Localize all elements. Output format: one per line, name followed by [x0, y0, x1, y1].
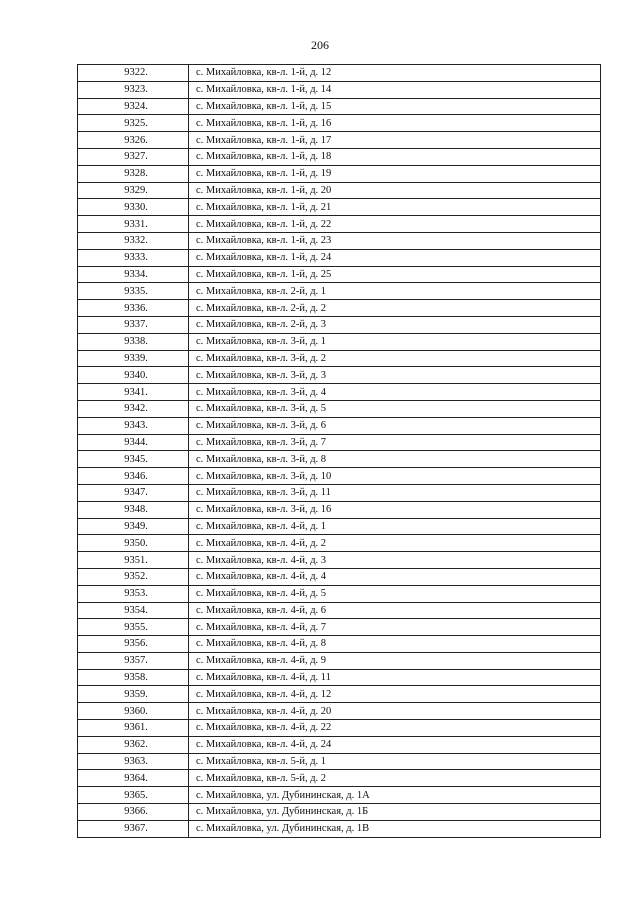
- row-address: с. Михайловка, кв-л. 1-й, д. 21: [189, 199, 601, 216]
- table-row: [78, 535, 601, 552]
- row-number: 9365.: [78, 787, 189, 804]
- table-row: [78, 266, 601, 283]
- table-row: [78, 753, 601, 770]
- table-row: [78, 216, 601, 233]
- row-number: 9329.: [78, 182, 189, 199]
- table-row: [78, 619, 601, 636]
- table-row: [78, 552, 601, 569]
- table-row: [78, 518, 601, 535]
- row-address: с. Михайловка, кв-л. 4-й, д. 3: [189, 552, 601, 569]
- row-address: с. Михайловка, кв-л. 4-й, д. 8: [189, 636, 601, 653]
- row-address: с. Михайловка, ул. Дубининская, д. 1А: [189, 787, 601, 804]
- row-number: 9362.: [78, 736, 189, 753]
- row-address: с. Михайловка, ул. Дубининская, д. 1Б: [189, 804, 601, 821]
- row-address: с. Михайловка, кв-л. 3-й, д. 7: [189, 434, 601, 451]
- table-row: [78, 568, 601, 585]
- row-number: 9358.: [78, 669, 189, 686]
- row-address: с. Михайловка, кв-л. 3-й, д. 10: [189, 468, 601, 485]
- row-number: 9325.: [78, 115, 189, 132]
- row-number: 9323.: [78, 81, 189, 98]
- row-number: 9347.: [78, 484, 189, 501]
- table-row: [78, 484, 601, 501]
- table-row: [78, 501, 601, 518]
- row-number: 9343.: [78, 417, 189, 434]
- row-number: 9349.: [78, 518, 189, 535]
- row-address: с. Михайловка, кв-л. 4-й, д. 2: [189, 535, 601, 552]
- address-table: [77, 64, 601, 838]
- row-address: с. Михайловка, кв-л. 3-й, д. 6: [189, 417, 601, 434]
- table-row: [78, 804, 601, 821]
- row-number: 9340.: [78, 367, 189, 384]
- row-address: с. Михайловка, кв-л. 3-й, д. 16: [189, 501, 601, 518]
- table-row: [78, 199, 601, 216]
- table-row: [78, 98, 601, 115]
- row-number: 9351.: [78, 552, 189, 569]
- row-address: с. Михайловка, кв-л. 2-й, д. 1: [189, 283, 601, 300]
- table-row: [78, 232, 601, 249]
- row-address: с. Михайловка, кв-л. 5-й, д. 2: [189, 770, 601, 787]
- row-address: с. Михайловка, кв-л. 4-й, д. 24: [189, 736, 601, 753]
- row-number: 9330.: [78, 199, 189, 216]
- row-address: с. Михайловка, кв-л. 4-й, д. 1: [189, 518, 601, 535]
- row-address: с. Михайловка, кв-л. 3-й, д. 11: [189, 484, 601, 501]
- row-number: 9324.: [78, 98, 189, 115]
- table-row: [78, 350, 601, 367]
- row-number: 9354.: [78, 602, 189, 619]
- table-row: [78, 165, 601, 182]
- row-address: с. Михайловка, кв-л. 1-й, д. 14: [189, 81, 601, 98]
- row-address: с. Михайловка, кв-л. 3-й, д. 5: [189, 400, 601, 417]
- row-number: 9328.: [78, 165, 189, 182]
- row-address: с. Михайловка, кв-л. 4-й, д. 5: [189, 585, 601, 602]
- table-row: [78, 468, 601, 485]
- row-number: 9364.: [78, 770, 189, 787]
- table-row: [78, 686, 601, 703]
- row-address: с. Михайловка, кв-л. 2-й, д. 2: [189, 300, 601, 317]
- table-row: [78, 283, 601, 300]
- row-address: с. Михайловка, кв-л. 4-й, д. 4: [189, 568, 601, 585]
- row-number: 9333.: [78, 249, 189, 266]
- row-number: 9361.: [78, 720, 189, 737]
- row-number: 9339.: [78, 350, 189, 367]
- table-row: [78, 81, 601, 98]
- row-number: 9366.: [78, 804, 189, 821]
- row-address: с. Михайловка, кв-л. 1-й, д. 15: [189, 98, 601, 115]
- table-row: [78, 115, 601, 132]
- table-row: [78, 669, 601, 686]
- row-address: с. Михайловка, кв-л. 1-й, д. 16: [189, 115, 601, 132]
- table-row: [78, 703, 601, 720]
- table-row: [78, 182, 601, 199]
- row-number: 9335.: [78, 283, 189, 300]
- row-number: 9355.: [78, 619, 189, 636]
- row-address: с. Михайловка, кв-л. 2-й, д. 3: [189, 316, 601, 333]
- table-row: [78, 770, 601, 787]
- table-row: [78, 602, 601, 619]
- table-row: [78, 585, 601, 602]
- address-table-body: [78, 65, 601, 838]
- table-row: [78, 148, 601, 165]
- row-number: 9341.: [78, 384, 189, 401]
- row-number: 9344.: [78, 434, 189, 451]
- row-address: с. Михайловка, кв-л. 3-й, д. 8: [189, 451, 601, 468]
- row-number: 9337.: [78, 316, 189, 333]
- row-address: с. Михайловка, кв-л. 4-й, д. 7: [189, 619, 601, 636]
- row-number: 9367.: [78, 820, 189, 837]
- row-number: 9348.: [78, 501, 189, 518]
- row-number: 9356.: [78, 636, 189, 653]
- row-address: с. Михайловка, кв-л. 3-й, д. 3: [189, 367, 601, 384]
- row-number: 9326.: [78, 132, 189, 149]
- table-row: [78, 400, 601, 417]
- table-row: [78, 65, 601, 82]
- row-number: 9338.: [78, 333, 189, 350]
- row-address: с. Михайловка, кв-л. 1-й, д. 25: [189, 266, 601, 283]
- row-address: с. Михайловка, ул. Дубининская, д. 1В: [189, 820, 601, 837]
- row-address: с. Михайловка, кв-л. 3-й, д. 2: [189, 350, 601, 367]
- row-address: с. Михайловка, кв-л. 1-й, д. 18: [189, 148, 601, 165]
- table-row: [78, 720, 601, 737]
- row-number: 9336.: [78, 300, 189, 317]
- table-row: [78, 636, 601, 653]
- row-address: с. Михайловка, кв-л. 1-й, д. 22: [189, 216, 601, 233]
- row-number: 9331.: [78, 216, 189, 233]
- table-row: [78, 820, 601, 837]
- row-number: 9352.: [78, 568, 189, 585]
- row-address: с. Михайловка, кв-л. 4-й, д. 20: [189, 703, 601, 720]
- row-number: 9322.: [78, 65, 189, 82]
- table-row: [78, 249, 601, 266]
- row-address: с. Михайловка, кв-л. 4-й, д. 6: [189, 602, 601, 619]
- row-number: 9359.: [78, 686, 189, 703]
- row-number: 9363.: [78, 753, 189, 770]
- row-address: с. Михайловка, кв-л. 1-й, д. 20: [189, 182, 601, 199]
- row-address: с. Михайловка, кв-л. 1-й, д. 19: [189, 165, 601, 182]
- row-address: с. Михайловка, кв-л. 4-й, д. 22: [189, 720, 601, 737]
- row-number: 9350.: [78, 535, 189, 552]
- row-number: 9342.: [78, 400, 189, 417]
- page-number: 206: [311, 38, 329, 52]
- table-row: [78, 132, 601, 149]
- row-address: с. Михайловка, кв-л. 1-й, д. 17: [189, 132, 601, 149]
- row-address: с. Михайловка, кв-л. 1-й, д. 23: [189, 232, 601, 249]
- row-address: с. Михайловка, кв-л. 4-й, д. 11: [189, 669, 601, 686]
- row-number: 9357.: [78, 652, 189, 669]
- row-address: с. Михайловка, кв-л. 5-й, д. 1: [189, 753, 601, 770]
- table-row: [78, 451, 601, 468]
- row-address: с. Михайловка, кв-л. 1-й, д. 24: [189, 249, 601, 266]
- row-address: с. Михайловка, кв-л. 1-й, д. 12: [189, 65, 601, 82]
- table-row: [78, 787, 601, 804]
- table-row: [78, 417, 601, 434]
- row-number: 9346.: [78, 468, 189, 485]
- table-row: [78, 434, 601, 451]
- table-row: [78, 333, 601, 350]
- row-address: с. Михайловка, кв-л. 4-й, д. 12: [189, 686, 601, 703]
- table-row: [78, 300, 601, 317]
- row-number: 9353.: [78, 585, 189, 602]
- table-row: [78, 316, 601, 333]
- table-row: [78, 652, 601, 669]
- table-row: [78, 736, 601, 753]
- row-address: с. Михайловка, кв-л. 3-й, д. 4: [189, 384, 601, 401]
- row-address: с. Михайловка, кв-л. 3-й, д. 1: [189, 333, 601, 350]
- row-number: 9327.: [78, 148, 189, 165]
- row-number: 9334.: [78, 266, 189, 283]
- row-number: 9345.: [78, 451, 189, 468]
- row-number: 9332.: [78, 232, 189, 249]
- table-row: [78, 367, 601, 384]
- table-row: [78, 384, 601, 401]
- row-number: 9360.: [78, 703, 189, 720]
- row-address: с. Михайловка, кв-л. 4-й, д. 9: [189, 652, 601, 669]
